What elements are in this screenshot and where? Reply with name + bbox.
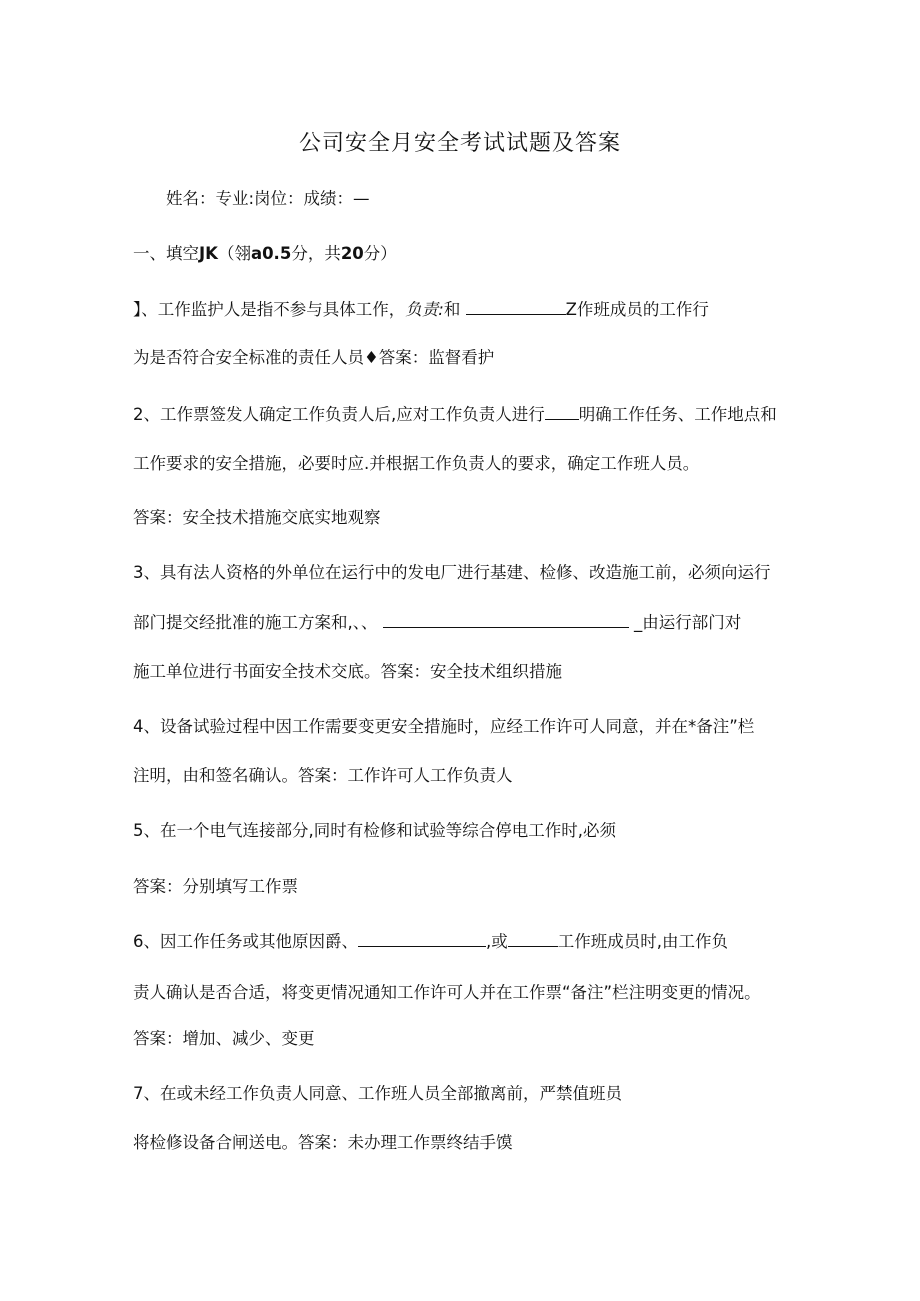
q6-text-c: 工作班成员时,由工作负 xyxy=(557,932,728,951)
section-total-points: 20 xyxy=(340,244,364,263)
q2-blank xyxy=(545,403,579,420)
q2-line2: 工作要求的安全措施，必要时应.并根据工作负责人的要求，确定工作班人员。 xyxy=(133,454,700,473)
q1-text-c: 和 xyxy=(443,300,466,319)
q3-line3: 施工单位进行书面安全技术交底。答案：安全技术组织措施 xyxy=(133,662,562,681)
q2-line1 xyxy=(133,403,777,426)
section-mid: 分，共 xyxy=(291,244,341,263)
q6-blank-2 xyxy=(508,930,558,947)
q6-text-b: ,或 xyxy=(486,932,508,951)
q5-answer: 答案：分别填写工作票 xyxy=(133,877,298,896)
q4-line1: 4、设备试验过程中因工作需要变更安全措施时，应经工作许可人同意，并在*备注”栏 xyxy=(133,717,755,736)
q6-line1 xyxy=(133,930,728,953)
q1-blank xyxy=(466,298,566,315)
q3-text-b: _由运行部门对 xyxy=(628,613,742,632)
q2-text-b: 明确工作任务、工作地点和 xyxy=(578,405,777,424)
q7-line1: 7、在或未经工作负责人同意、工作班人员全部撤离前，严禁值班员 xyxy=(133,1084,622,1103)
q2-answer: 答案：安全技术措施交底实地观察 xyxy=(133,508,381,527)
section-heading xyxy=(133,243,397,265)
section-paren-open: （翎 xyxy=(217,244,251,263)
document-title: 公司安全月安全考试试题及答案 xyxy=(298,131,621,156)
q6-text-a: 6、因工作任务或其他原因爵、 xyxy=(133,932,358,951)
section-jk: JK xyxy=(199,244,218,263)
q6-line2: 责人确认是否合适，将变更情况通知工作许可人并在工作票“备注”栏注明变更的情况。 xyxy=(133,983,761,1002)
q6-answer: 答案：增加、减少、变更 xyxy=(133,1029,315,1048)
q6-blank-1 xyxy=(358,930,486,947)
section-suffix: 分） xyxy=(363,244,397,263)
q3-blank xyxy=(383,611,629,628)
q5-line1: 5、在一个电气连接部分,同时有检修和试验等综合停电工作时,必须 xyxy=(133,821,616,840)
q3-text-a: 部门提交经批准的施工方案和,、、 xyxy=(133,613,383,632)
q2-text-a: 2、工作票签发人确定工作负责人后,应对工作负责人进行 xyxy=(133,405,545,424)
info-line: 姓名：专业:岗位：成绩：— xyxy=(166,189,370,208)
q1-line1 xyxy=(133,298,709,321)
q7-line2: 将检修设备合闸送电。答案：未办理工作票终结手馍 xyxy=(133,1133,513,1152)
section-points-each: a0.5 xyxy=(250,244,292,263)
section-prefix: 一、填空 xyxy=(133,244,199,263)
q1-text-a: 】、工作监护人是指不参与具体工作， xyxy=(133,300,406,319)
q3-line2 xyxy=(133,611,741,634)
q1-line2: 为是否符合安全标准的责任人员♦答案：监督看护 xyxy=(133,348,495,367)
q4-line2: 注明，由和签名确认。答案：工作许可人工作负责人 xyxy=(133,766,513,785)
q1-text-d: Z作班成员的工作行 xyxy=(565,300,709,319)
q1-text-b: 负责: xyxy=(405,300,444,319)
q3-line1: 3、具有法人资格的外单位在运行中的发电厂进行基建、检修、改造施工前，必须向运行 xyxy=(133,563,771,582)
